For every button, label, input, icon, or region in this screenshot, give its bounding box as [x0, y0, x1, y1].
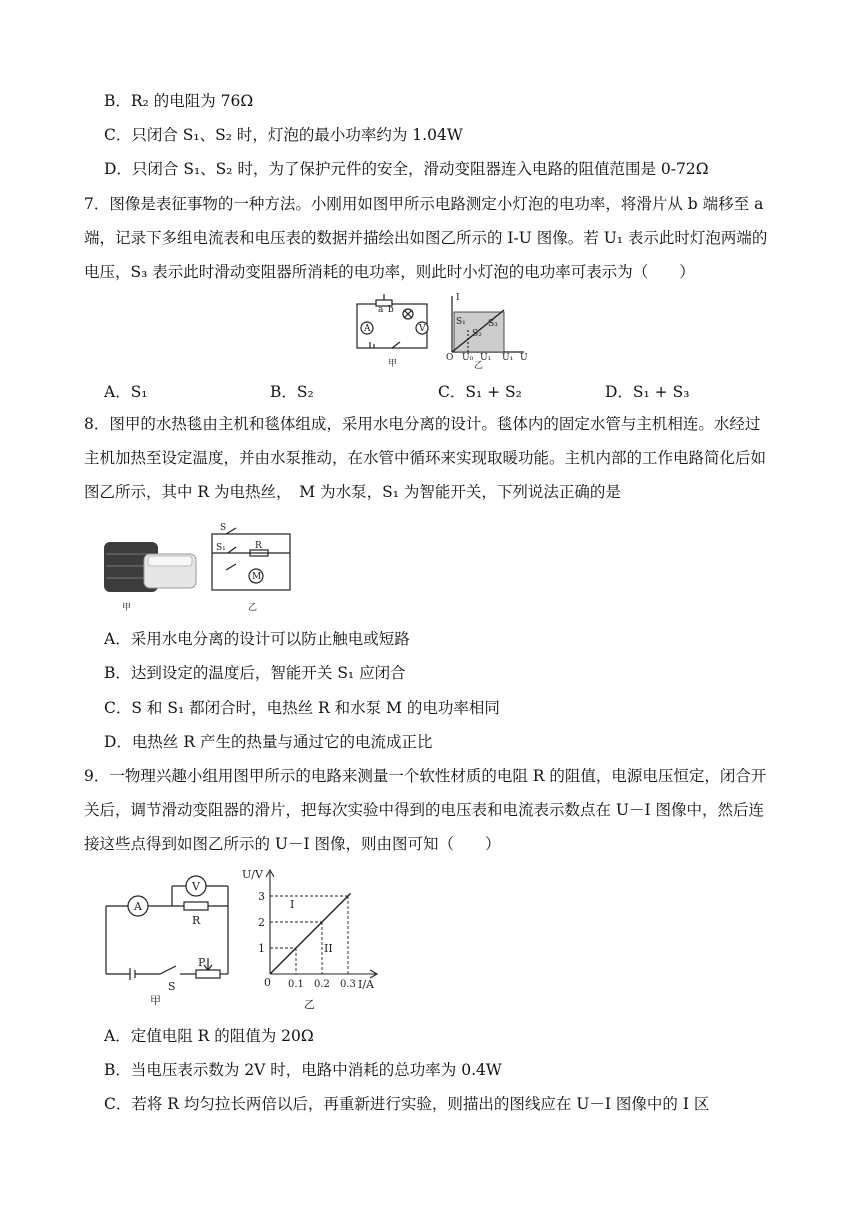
y-tick-label-2: 2: [258, 916, 265, 929]
q9-option-b: B．当电压表示数为 2V 时，电路中消耗的总功率为 0.4W: [104, 1061, 502, 1079]
q9-x-axis-label: I/A: [358, 978, 374, 991]
q9-ui-chart: [238, 864, 388, 1012]
q9-voltmeter-label: V: [192, 880, 200, 893]
q7-label-jia: 甲: [388, 359, 398, 369]
q9-option-a: A．定值电阻 R 的阻值为 20Ω: [104, 1027, 314, 1045]
q7-region-s2: S₂: [472, 329, 482, 339]
q9-label-jia: 甲: [150, 994, 161, 1006]
q8-option-c: C．S 和 S₁ 都闭合时，电热丝 R 和水泵 M 的电功率相同: [104, 699, 500, 717]
q8-resistor-r: R: [255, 541, 262, 551]
q7-stem-line3: 电压，S₃ 表示此时滑动变阻器所消耗的电功率，则此时小灯泡的电功率可表示为（ ）: [84, 263, 695, 281]
series-line: [270, 896, 348, 974]
q8-option-d: D．电热丝 R 产生的热量与通过它的电流成正比: [104, 733, 433, 751]
q7-u0: U₀: [462, 353, 474, 363]
q9-resistor-label: R: [192, 914, 201, 927]
q7-u1b: U₁: [502, 353, 514, 363]
q7-figure: [352, 292, 532, 370]
q8-switch-s: S: [220, 523, 227, 533]
q7-axis-i: I: [456, 293, 460, 303]
water-blanket-photo: [104, 542, 196, 592]
x-tick-label-0.3: 0.3: [340, 979, 356, 990]
q9-label-yi: 乙: [304, 998, 315, 1011]
q9-ammeter-label: A: [134, 900, 142, 913]
q7-option-a: A．S₁: [104, 383, 148, 401]
q7-axis-u: U: [520, 353, 528, 363]
q7-stem-line2: 端，记录下多组电流表和电压表的数据并描绘出如图乙所示的 I-U 图像。若 U₁ 表示此时灯泡两端的: [84, 229, 768, 247]
q8-label-yi: 乙: [248, 603, 258, 613]
q6-option-d: D．只闭合 S₁、S₂ 时，为了保护元件的安全，滑动变阻器连入电路的阻值范围是 0-72Ω: [104, 160, 709, 178]
q9-region-ii-label: II: [324, 942, 333, 955]
q8-option-a: A．采用水电分离的设计可以防止触电或短路: [104, 630, 410, 648]
q8-stem-line3: 图乙所示，其中 R 为电热丝， M 为水泵，S₁ 为智能开关，下列说法正确的是: [84, 483, 621, 501]
q7-option-b: B．S₂: [270, 383, 314, 401]
x-tick-label-0.1: 0.1: [288, 979, 304, 990]
q7-origin: O: [446, 353, 454, 363]
q8-label-jia: 甲: [122, 603, 132, 613]
q7-label-a: a: [378, 305, 384, 315]
q9-stem-line3: 接这些点得到如图乙所示的 U－I 图像，则由图可知（ ）: [84, 835, 501, 853]
series-extension: [348, 893, 351, 896]
q9-stem-line2: 关后，调节滑动变阻器的滑片，把每次实验中得到的电压表和电流表示数点在 U－I 图像中，然后连: [84, 801, 765, 819]
q7-u1: U₁: [480, 353, 492, 363]
q7-ammeter-label: A: [364, 324, 371, 334]
q8-switch-s1: S₁: [216, 543, 226, 553]
q8-option-b: B．达到设定的温度后，智能开关 S₁ 应闭合: [104, 664, 406, 682]
q7-label-yi: 乙: [474, 361, 484, 370]
q6-option-b: B．R₂ 的电阻为 76Ω: [104, 92, 254, 110]
q7-voltmeter-label: V: [419, 324, 426, 334]
q9-option-c: C．若将 R 均匀拉长两倍以后，再重新进行实验，则描出的图线应在 U－I 图像中的 I 区: [104, 1095, 710, 1113]
q9-circuit-figure: [100, 866, 240, 1006]
q8-motor-m: M: [252, 572, 262, 582]
q7-option-c: C．S₁ + S₂: [438, 383, 522, 401]
q9-switch-label: S: [168, 980, 176, 993]
q9-region-i-label: I: [290, 898, 295, 911]
q7-region-s1: S₁: [456, 317, 466, 327]
q9-stem-line1: 9．一物理兴趣小组用图甲所示的电路来测量一个软性材质的电阻 R 的阻值，电源电压恒定，闭合开: [84, 767, 767, 785]
q8-stem-line2: 主机加热至设定温度，并由水泵推动，在水管中循环来实现取暖功能。主机内部的工作电路简化后如: [84, 449, 767, 467]
q8-figure: [100, 520, 300, 615]
y-tick-label-1: 1: [258, 942, 265, 955]
q9-slider-label: P: [198, 956, 206, 969]
q7-region-s3: S₃: [488, 319, 498, 329]
q7-stem-line1: 7．图像是表征事物的一种方法。小刚用如图甲所示电路测定小灯泡的电功率，将滑片从 b 端移至 a: [84, 195, 764, 213]
y-tick-label-3: 3: [258, 890, 265, 903]
q7-label-b: b: [388, 305, 394, 315]
x-tick-label-0.2: 0.2: [314, 979, 330, 990]
q7-option-d: D．S₁ + S₃: [605, 383, 690, 401]
q9-origin-label: 0: [264, 976, 271, 989]
q9-y-axis-label: U/V: [242, 868, 263, 881]
q8-stem-line1: 8．图甲的水热毯由主机和毯体组成，采用水电分离的设计。毯体内的固定水管与主机相连。水经过: [84, 415, 761, 433]
q6-option-c: C．只闭合 S₁、S₂ 时，灯泡的最小功率约为 1.04W: [104, 126, 463, 144]
